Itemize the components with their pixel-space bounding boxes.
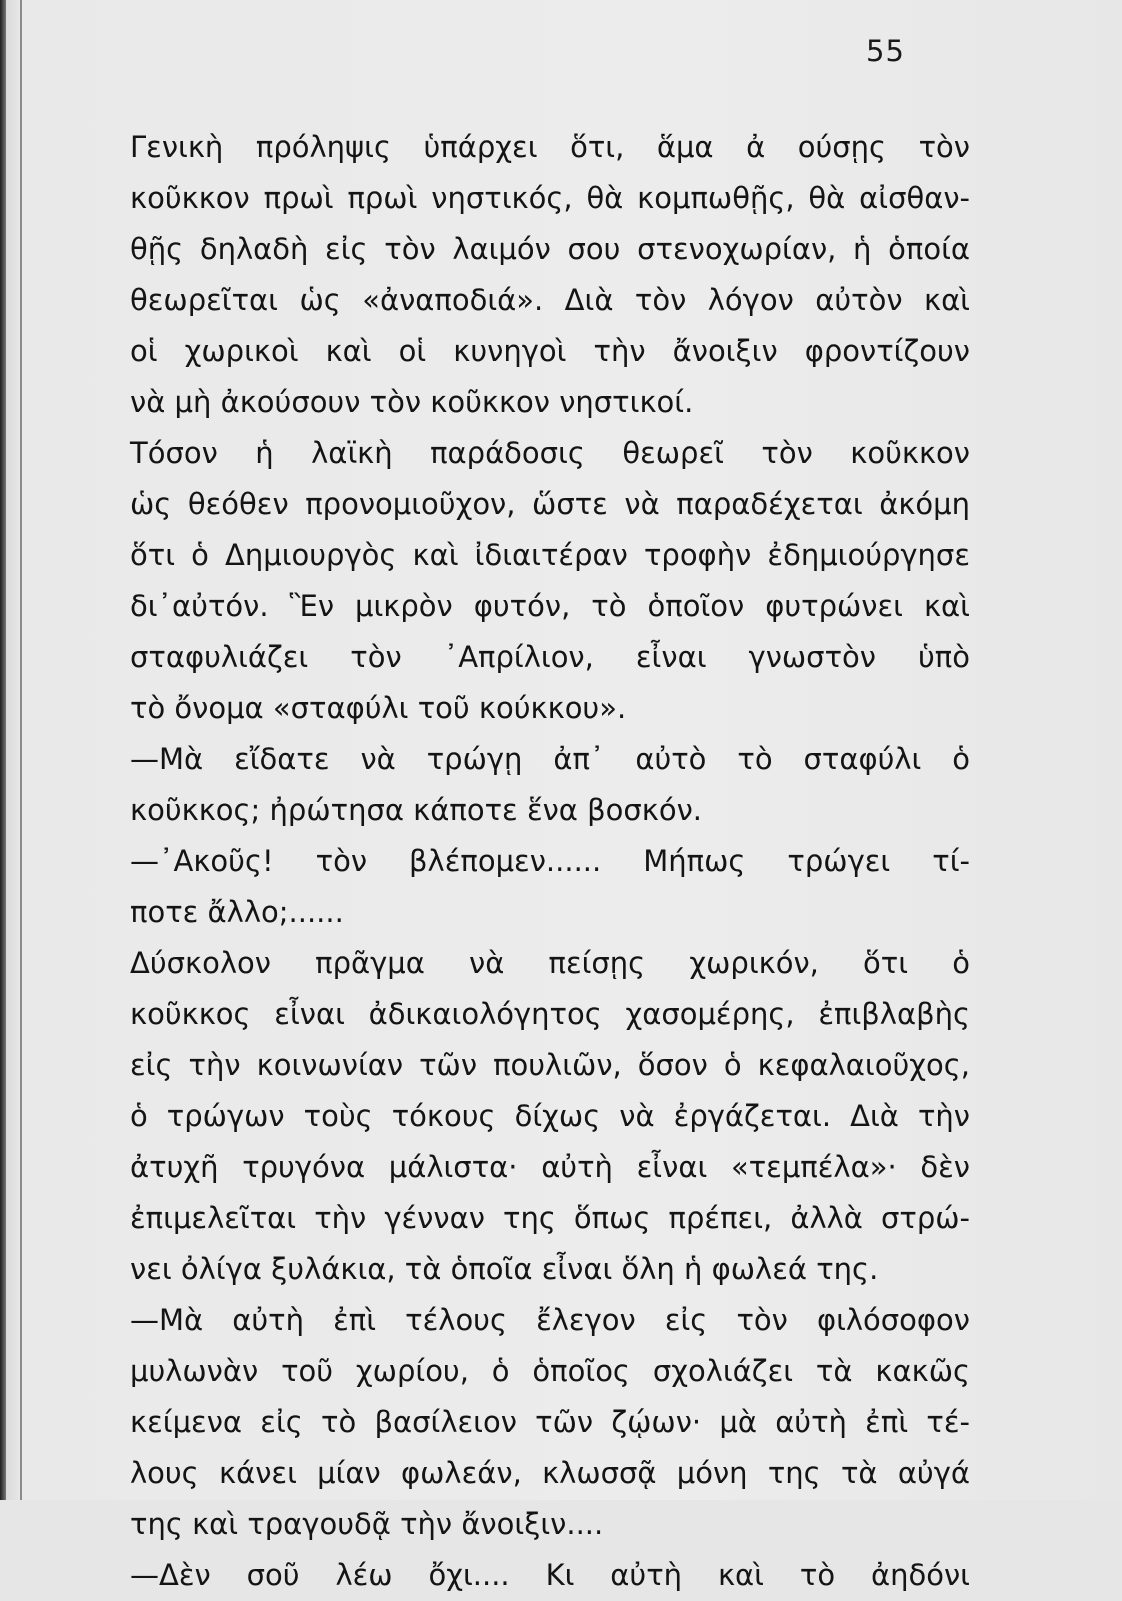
text-line: ὅτι ὁ Δημιουργὸς καὶ ἰδιαιτέραν τροφὴν ἐδημιούργησε: [130, 538, 970, 572]
text-line: ἐπιμελεῖται τὴν γένναν της ὅπως πρέπει, ἀλλὰ στρώ-: [130, 1201, 970, 1235]
page-edge-line: [20, 0, 22, 1500]
book-spine-shadow: [0, 0, 6, 1500]
text-line: μυλωνὰν τοῦ χωρίου, ὁ ὁποῖος σχολιάζει τὰ κακῶς: [130, 1354, 970, 1388]
text-line: εἰς τὴν κοινωνίαν τῶν πουλιῶν, ὅσον ὁ κεφαλαιοῦχος,: [130, 1048, 970, 1082]
text-line: σταφυλιάζει τὸν ᾿Απρίλιον, εἶναι γνωστὸν ὑπὸ: [130, 640, 970, 674]
text-line: κείμενα εἰς τὸ βασίλειον τῶν ζῴων· μὰ αὐτὴ ἐπὶ τέ-: [130, 1405, 970, 1439]
text-line: ὡς θεόθεν προνομιοῦχον, ὥστε νὰ παραδέχεται ἀκόμη: [130, 487, 970, 521]
text-line: της καὶ τραγουδᾷ τὴν ἄνοιξιν....: [130, 1507, 604, 1541]
text-line: κοῦκκος; ἠρώτησα κάποτε ἕνα βοσκόν.: [130, 793, 703, 827]
text-line: Τόσον ἡ λαϊκὴ παράδοσις θεωρεῖ τὸν κοῦκκον: [130, 436, 970, 470]
text-line: λους κάνει μίαν φωλεάν, κλωσσᾷ μόνη της τὰ αὐγά: [130, 1456, 970, 1490]
text-line: νὰ μὴ ἀκούσουν τὸν κοῦκκον νηστικοί.: [130, 385, 694, 419]
text-line: ὁ τρώγων τοὺς τόκους δίχως νὰ ἐργάζεται. Διὰ τὴν: [130, 1099, 970, 1133]
page-number: 55: [866, 34, 905, 68]
text-line: νει ὀλίγα ξυλάκια, τὰ ὁποῖα εἶναι ὅλη ἡ φωλεά της.: [130, 1252, 879, 1286]
text-line: οἱ χωρικοὶ καὶ οἱ κυνηγοὶ τὴν ἄνοιξιν φροντίζουν: [130, 334, 970, 368]
text-line: ἀτυχῆ τρυγόνα μάλιστα· αὐτὴ εἶναι «τεμπέλα»· δὲν: [130, 1150, 970, 1184]
text-line: θῇς δηλαδὴ εἰς τὸν λαιμόν σου στενοχωρίαν, ἡ ὁποία: [130, 232, 970, 266]
text-line: —᾿Ακοῦς! τὸν βλέπομεν...... Μήπως τρώγει τί-: [130, 844, 970, 878]
text-line: τὸ ὄνομα «σταφύλι τοῦ κούκκου».: [130, 691, 627, 725]
body-text: [130, 122, 970, 1601]
text-line: ποτε ἄλλο;......: [130, 895, 344, 929]
text-line: Δύσκολον πρᾶγμα νὰ πείσῃς χωρικόν, ὅτι ὁ: [130, 946, 970, 980]
text-line: Γενικὴ πρόληψις ὑπάρχει ὅτι, ἅμα ἀ ούσῃς τὸν: [130, 130, 970, 164]
text-line: θεωρεῖται ὡς «ἀναποδιά». Διὰ τὸν λόγον αὐτὸν καὶ: [130, 283, 970, 317]
text-line: —Δὲν σοῦ λέω ὄχι.... Κι αὐτὴ καὶ τὸ ἀηδόνι: [130, 1558, 970, 1592]
text-line: κοῦκκος εἶναι ἀδικαιολόγητος χασομέρης, ἐπιβλαβὴς: [130, 997, 970, 1031]
text-line: —Μὰ εἴδατε νὰ τρώγῃ ἀπ᾿ αὐτὸ τὸ σταφύλι ὁ: [130, 742, 970, 776]
text-line: κοῦκκον πρωὶ πρωὶ νηστικός, θὰ κομπωθῇς, θὰ αἰσθαν-: [130, 181, 970, 215]
text-line: δι᾿αὐτόν. Ἓν μικρὸν φυτόν, τὸ ὁποῖον φυτρώνει καὶ: [130, 589, 970, 623]
text-line: —Μὰ αὐτὴ ἐπὶ τέλους ἔλεγον εἰς τὸν φιλόσοφον: [130, 1303, 970, 1337]
